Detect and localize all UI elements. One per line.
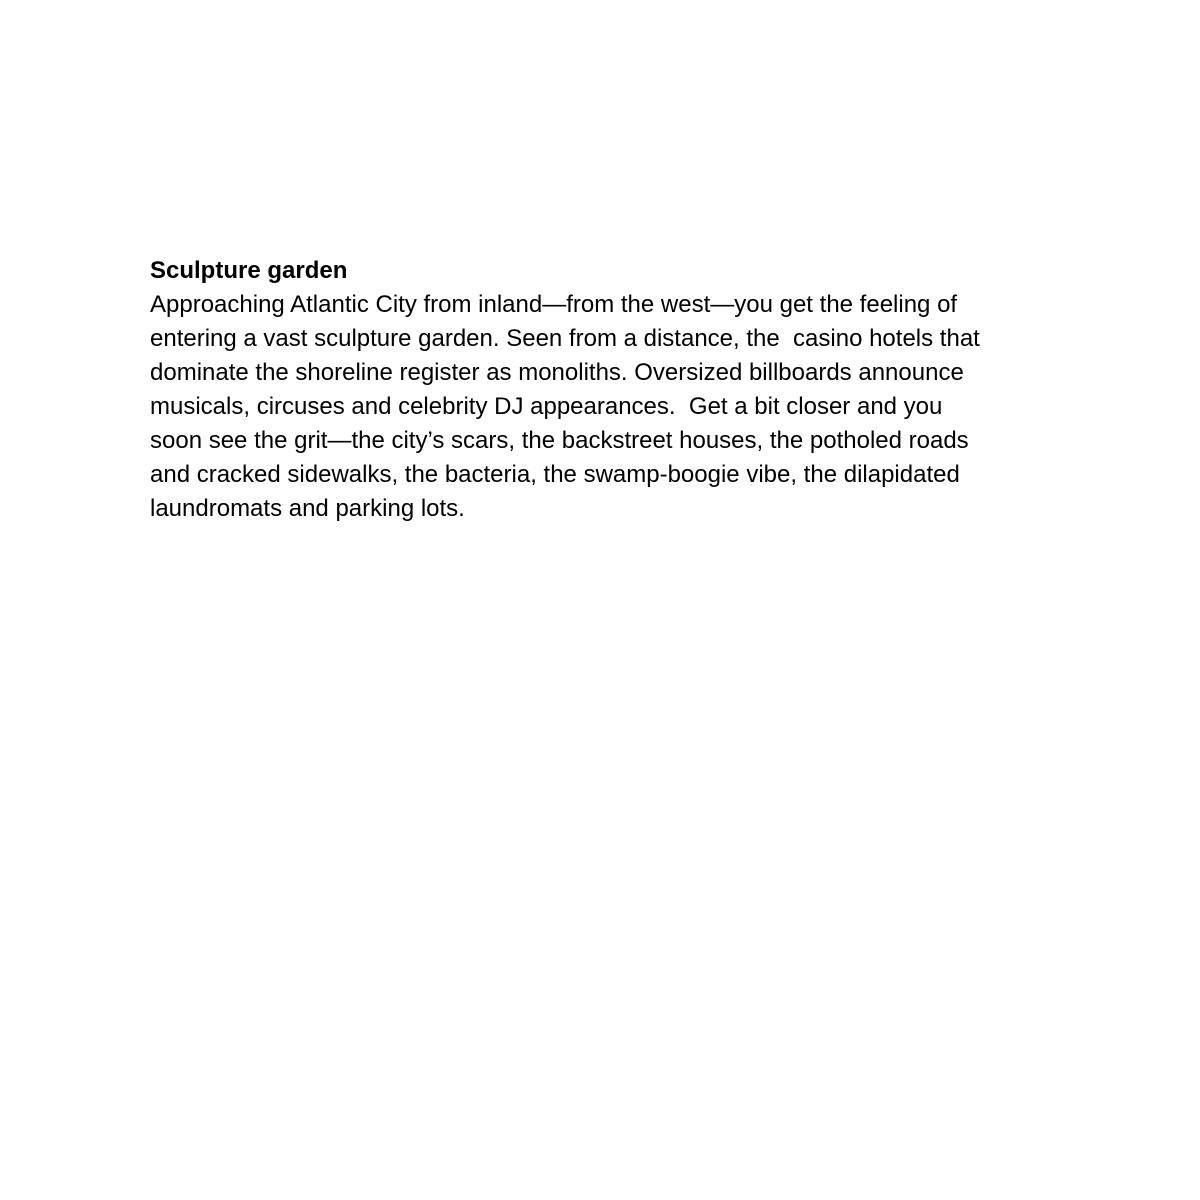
body-line: entering a vast sculpture garden. Seen from a distance, the casino hotels that (150, 325, 980, 352)
body-line: dominate the shoreline register as monoliths. Oversized billboards announce (150, 359, 964, 386)
article-body (150, 288, 1070, 526)
body-line: and cracked sidewalks, the bacteria, the swamp-boogie vibe, the dilapidated (150, 461, 960, 488)
article-block (150, 254, 1070, 526)
body-line: musicals, circuses and celebrity DJ appearances. Get a bit closer and you (150, 393, 943, 420)
body-line: Approaching Atlantic City from inland—from the west—you get the feeling of (150, 291, 958, 318)
body-line: soon see the grit—the city’s scars, the backstreet houses, the potholed roads (150, 427, 969, 454)
body-line: laundromats and parking lots. (150, 495, 465, 522)
article-heading: Sculpture garden (150, 257, 348, 284)
